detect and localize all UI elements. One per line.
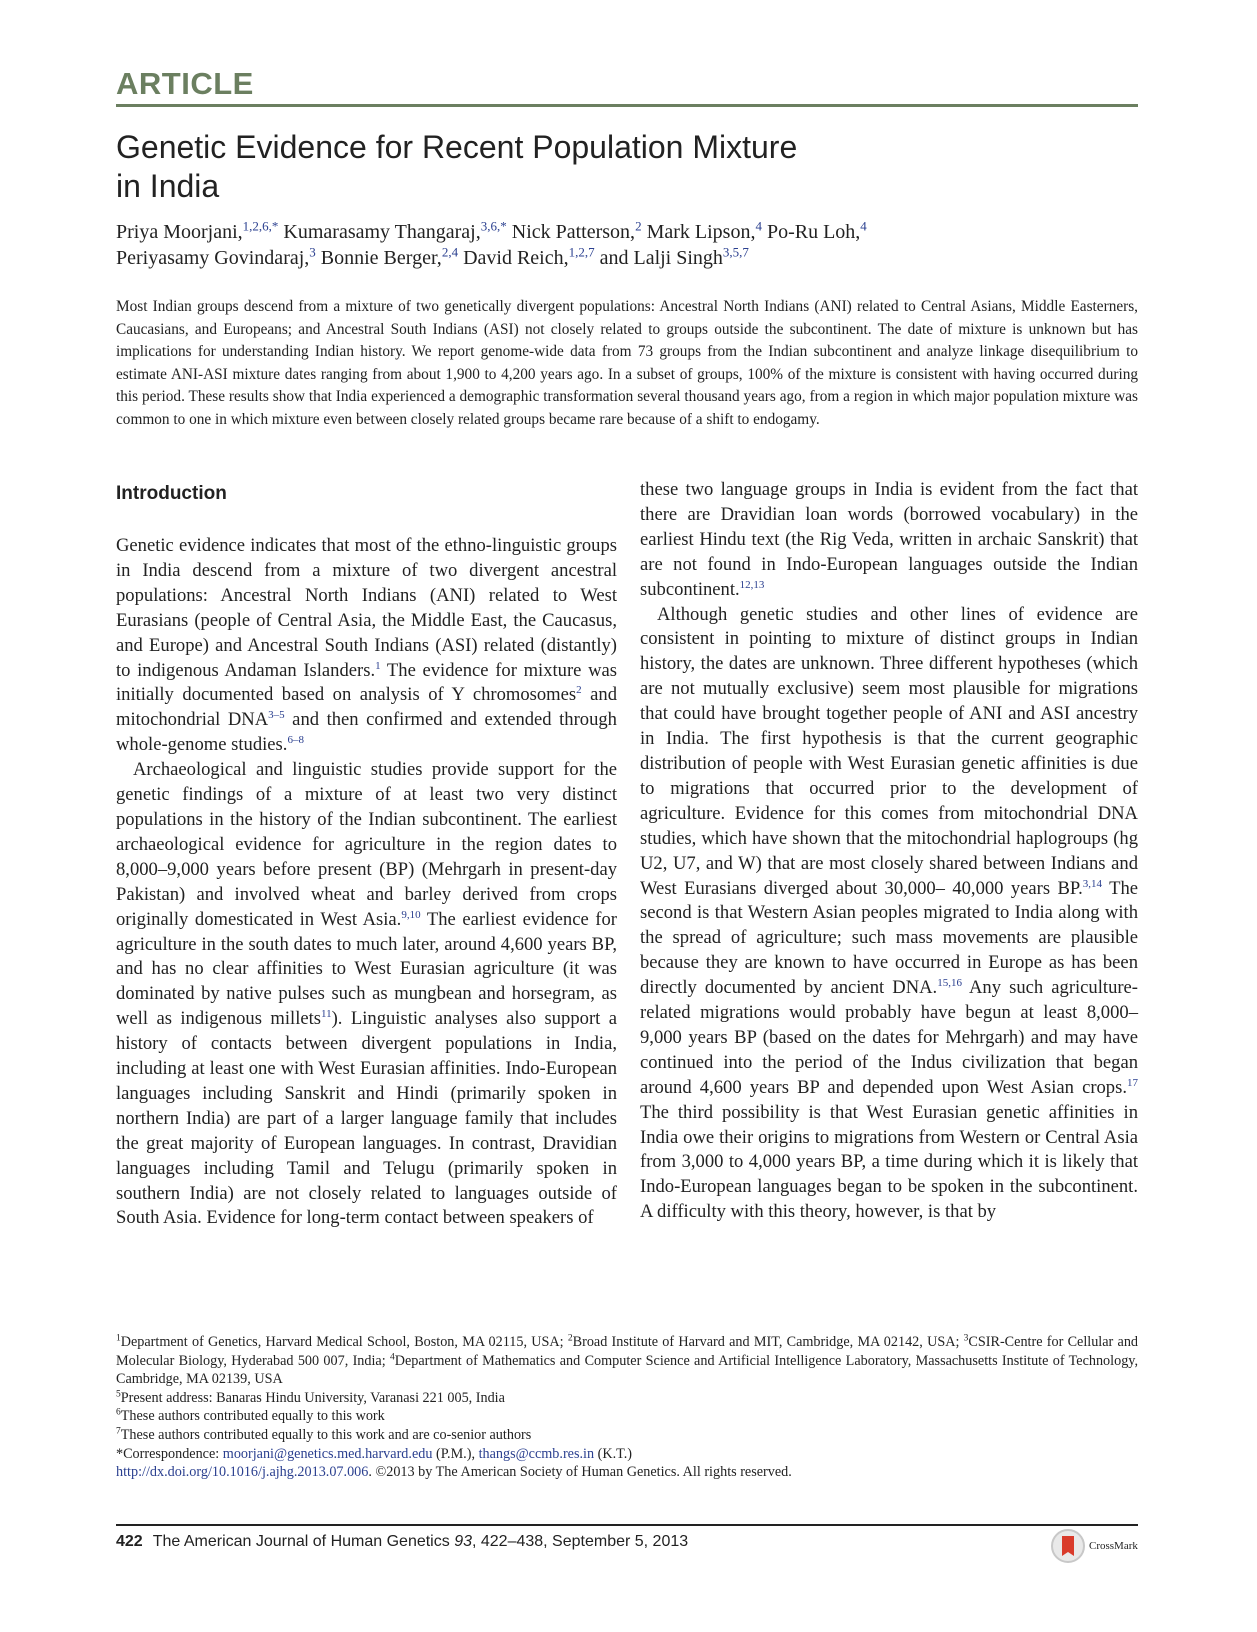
page-number: 422 <box>116 1533 143 1550</box>
citation-link[interactable]: 11 <box>321 1008 332 1021</box>
citation-link[interactable]: 3–5 <box>268 709 285 722</box>
correspondence: *Correspondence: moorjani@genetics.med.harvard.edu (P.M.), thangs@ccmb.res.in (K.T.) <box>116 1445 633 1462</box>
article-type-label: ARTICLE <box>116 66 254 101</box>
crossmark-icon <box>1050 1528 1086 1564</box>
author[interactable]: and Lalji Singh$^{3,5,7}$ <box>599 244 749 269</box>
paragraph: these two language groups in India is evident from the fact that there are Dravidian loan words (borrowed vocabulary) in the earliest Hindu text (the Rig Veda, written in archaic Sanskrit) that are not found in Indo-European languages outside the Indian subcontinent.$^{12,13}$ <box>640 479 1138 600</box>
journal-pages-date: , 422–438, September 5, 2013 <box>471 1533 689 1550</box>
citation-link[interactable]: 12,13 <box>739 578 765 591</box>
footnote-equal-contribution: $^6$These authors contributed equally to this work <box>116 1407 385 1425</box>
affiliations-footnotes <box>116 1333 1138 1482</box>
author[interactable]: Kumarasamy Thangaraj,$^{3,6,*}$ <box>283 218 507 243</box>
citation-link[interactable]: 15,16 <box>937 976 962 989</box>
article-title: Genetic Evidence for Recent Population Mixture in India <box>116 129 798 204</box>
doi-line: http://dx.doi.org/10.1016/j.ajhg.2013.07.006. ©2013 by The American Society of Human Genetics. All rights reserved. <box>116 1464 792 1481</box>
abstract: Most Indian groups descend from a mixture of two genetically divergent populations: Ancestral North Indians (ANI) related to Central Asians, Middle Easterners, Caucasians, and Europeans; and Ancestral South Indians (ASI) not closely related to groups outside the subcontinent. The date of mixture is unknown but has implications for understanding Indian history. We report genome-wide data from 73 groups from the Indian subcontinent and analyze linkage disequilibrium to estimate ANI-ASI mixture dates ranging from about 1,900 to 4,200 years ago. In a subset of groups, 100% of the mixture is consistent with having occurred during this period. These results show that India experienced a demographic transformation several thousand years ago, from a region in which major population mixture was common to one in which mixture even between closely related groups became rare because of a shift to endogamy. <box>116 298 1138 428</box>
affiliation-line: $^1$Department of Genetics, Harvard Medical School, Boston, MA 02115, USA; $^2$Broad Institute of Harvard and MIT, Cambridge, MA 02142, USA; $^3$CSIR-Centre for Cellular and Molecular Biology, Hyderabad 500 007, India; $^4$Department of Mathematics and Computer Science and Artificial Intelligence Laboratory, Massachusetts Institute of Technology, Cambridge, MA 02139, USA <box>116 1333 1139 1388</box>
author-list <box>116 219 1146 271</box>
citation-link[interactable]: 6–8 <box>287 734 304 747</box>
citation-link[interactable]: 2 <box>576 684 582 697</box>
author[interactable]: Mark Lipson,$^4$ <box>646 218 762 243</box>
paragraph: Although genetic studies and other lines of evidence are consistent in pointing to mixture of distinct groups in Indian history, the dates are unknown. Three different hypotheses (which are not mutually exclusive) seem most plausible for migrations that could have brought together people of ANI and ASI ancestry in India. The first hypothesis is that the current geographic distribution of people with West Eurasian genetic affinities is due to migrations that occurred prior to the development of agriculture. Evidence for this comes from mitochondrial DNA studies, which have shown that the mitochondrial haplogroups (hg U2, U7, and W) that are most closely shared between Indians and West Eurasians diverged about 30,000– 40,000 years BP.$^{3,14}$ The second is that Western Asian peoples migrated to India along with the spread of agriculture; such mass movements are plausible because they are known to have occurred in Europe as has been directly documented by ancient DNA.$^{15,16}$ Any such agriculture-related migrations would probably have begun at least 8,000–9,000 years BP (based on the dates for Mehrgarh) and may have continued into the period of the Indus civilization that began around 4,600 years BP and depended upon West Asian crops.$^{17}$ The third possibility is that West Eurasian genetic affinities in India owe their origins to migrations from Western or Central Asia from 3,000 to 4,000 years BP, a time during which it is likely that Indo-European languages began to be spoken in the subcontinent. A difficulty with this theory, however, is that by <box>640 603 1138 1223</box>
citation-link[interactable]: 9,10 <box>401 908 421 921</box>
body-column-left <box>116 478 617 1231</box>
section-heading-introduction: Introduction <box>116 483 227 504</box>
footnote-co-senior: $^7$These authors contributed equally to this work and are co-senior authors <box>116 1426 532 1443</box>
crossmark-label: CrossMark <box>1089 1540 1138 1552</box>
journal-volume: 93 <box>454 1533 472 1550</box>
author[interactable]: Bonnie Berger,$^{2,4}$ <box>320 244 459 269</box>
paragraph: Genetic evidence indicates that most of the ethno-linguistic groups in India descend from a mixture of two divergent ancestral populations: Ancestral North Indians (ANI) related to West Eurasians (people of Central Asia, the Middle East, the Caucasus, and Europe) and Ancestral South Indians (ASI) related (distantly) to indigenous Andaman Islanders.$^1$ The evidence for mixture was initially documented based on analysis of Y chromosomes$^2$ and mitochondrial DNA$^{3-5}$ and then confirmed and extended through whole-genome studies.$^{6-8}$ <box>116 535 618 756</box>
doi-link[interactable]: http://dx.doi.org/10.1016/j.ajhg.2013.07.006 <box>116 1464 369 1481</box>
author[interactable]: Priya Moorjani,$^{1,2,6,*}$ <box>116 218 279 243</box>
citation-link[interactable]: 1 <box>375 659 381 672</box>
author[interactable]: David Reich,$^{1,2,7}$ <box>463 244 595 269</box>
journal-name: The American Journal of Human Genetics <box>152 1533 450 1550</box>
footnote-present-address: $^5$Present address: Banaras Hindu University, Varanasi 221 005, India <box>116 1389 505 1406</box>
paragraph: Archaeological and linguistic studies provide support for the genetic findings of a mixture of at least two very distinct populations in the history of the Indian subcontinent. The earliest archaeological evidence for agriculture in the region dates to 8,000–9,000 years before present (BP) (Mehrgarh in present-day Pakistan) and involved wheat and barley derived from crops originally domesticated in West Asia.$^{9,10}$ The earliest evidence for agriculture in the south dates to much later, around 4,600 years BP, and has no clear affinities to West Eurasian agriculture (it was dominated by native pulses such as mungbean and horsegram, as well as indigenous millets$^{11}$). Linguistic analyses also support a history of contacts between divergent populations in India, including at least one with West Eurasian affinities. Indo-European languages including Sanskrit and Hindi (primarily spoken in northern India) are part of a larger language family that includes the great majority of European languages. In contrast, Dravidian languages including Tamil and Telugu (primarily spoken in southern India) are not closely related to languages outside of South Asia. Evidence for long-term contact between speakers of <box>116 759 617 1229</box>
crossmark-badge[interactable] <box>1050 1528 1138 1564</box>
page-footer <box>116 1533 688 1551</box>
email-link[interactable]: moorjani@genetics.med.harvard.edu <box>222 1445 433 1462</box>
footer-rule <box>116 1524 1138 1526</box>
author[interactable]: Nick Patterson,$^2$ <box>511 218 642 243</box>
citation-link[interactable]: 3,14 <box>1082 877 1103 890</box>
email-link[interactable]: thangs@ccmb.res.in <box>478 1445 595 1462</box>
header-rule <box>116 104 1138 107</box>
citation-link[interactable]: 17 <box>1127 1076 1138 1089</box>
author[interactable]: Periyasamy Govindaraj,$^3$ <box>116 244 316 269</box>
body-column-right <box>640 478 1138 1225</box>
author[interactable]: Po-Ru Loh,$^4$ <box>766 218 867 243</box>
